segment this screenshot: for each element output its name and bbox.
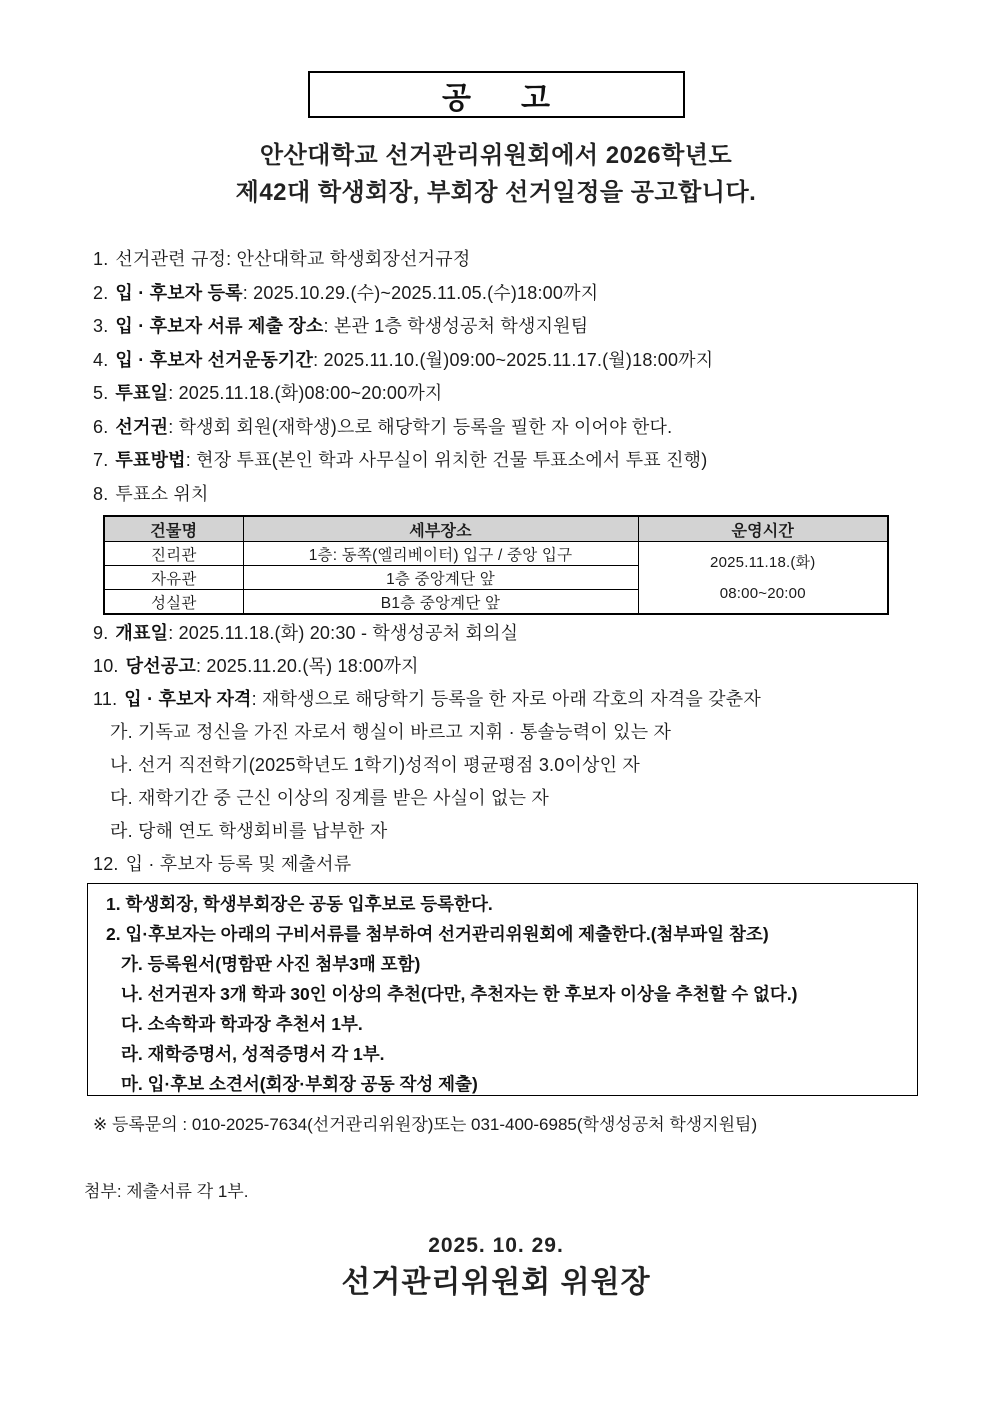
schedule-item-11: 11. 입 · 후보자 자격: 재학생으로 해당학기 등록을 한 자로 아래 각호의 자격을 갖춘자 — [93, 689, 761, 709]
footer-date: 2025. 10. 29. — [428, 1234, 564, 1257]
schedule-item-9: 9. 개표일: 2025.11.18.(화) 20:30 - 학생성공처 회의실 — [93, 623, 519, 643]
building-cell: 진리관 — [104, 542, 243, 566]
qualification-item-ra: 라. 당해 연도 학생회비를 납부한 자 — [110, 821, 388, 841]
schedule-item-8: 8. 투표소 위치 — [93, 483, 209, 504]
schedule-item-3: 3. 입 · 후보자 서류 제출 장소: 본관 1층 학생성공처 학생지원팀 — [93, 316, 589, 336]
schedule-item-10: 10. 당선공고: 2025.11.20.(목) 18:00까지 — [93, 656, 419, 676]
schedule-item-4: 4. 입 · 후보자 선거운동기간: 2025.11.10.(월)09:00~2025.11.17.(월)18:00까지 — [93, 349, 714, 370]
place-cell: B1층 중앙계단 앞 — [243, 590, 638, 615]
polling-location-table — [103, 515, 889, 615]
polling-table-wrap — [103, 515, 992, 615]
schedule-item-2: 2. 입 · 후보자 등록: 2025.10.29.(수)~2025.11.05.(수)18:00까지 — [93, 282, 599, 303]
polling-table-header-row — [104, 516, 888, 542]
hours-time: 08:00~20:00 — [719, 584, 806, 602]
qualification-item-ga: 가. 기독교 정신을 가진 자로서 행실이 바르고 지휘 · 통솔능력이 있는 자 — [110, 722, 672, 742]
schedule-item-1: 1. 선거관련 규정: 안산대학교 학생회장선거규정 — [93, 249, 471, 269]
col-header-hours: 운영시간 — [638, 516, 888, 542]
schedule-item-7: 7. 투표방법: 현장 투표(본인 학과 사무실이 위치한 건물 투표소에서 투표 진행) — [93, 450, 708, 470]
schedule-item-12: 12. 입 · 후보자 등록 및 제출서류 — [93, 854, 352, 874]
qualification-item-da: 다. 재학기간 중 근신 이상의 징계를 받은 사실이 없는 자 — [110, 788, 549, 808]
building-cell: 성실관 — [104, 590, 243, 615]
submission-line-da: 다. 소속학과 학과장 추천서 1부. — [121, 1014, 363, 1034]
building-cell: 자유관 — [104, 566, 243, 590]
place-cell: 1층: 동쪽(엘리베이터) 입구 / 중앙 입구 — [243, 542, 638, 566]
notice-subtitle-line2: 제42대 학생회장, 부회장 선거일정을 공고합니다. — [235, 179, 757, 206]
notice-subtitle-line1: 안산대학교 선거관리위원회에서 2026학년도 — [259, 142, 733, 169]
submission-line-ma: 마. 입·후보 소견서(회장·부회장 공동 작성 제출) — [121, 1074, 478, 1094]
notice-subtitle — [0, 137, 992, 211]
notice-title: 공 고 — [442, 81, 550, 115]
contact-note: ※ 등록문의 : 010-2025-7634(선거관리위원장)또는 031-400-6985(학생성공처 학생지원팀) — [93, 1115, 758, 1134]
result-list — [93, 617, 992, 881]
submission-line-1: 1. 학생회장, 학생부회장은 공동 입후보로 등록한다. — [106, 894, 493, 914]
submission-requirements-box — [87, 883, 918, 1096]
submission-line-2: 2. 입·후보자는 아래의 구비서류를 첨부하여 선거관리위원회에 제출한다.(첨부파일 참조) — [106, 924, 769, 944]
hours-cell — [638, 542, 888, 615]
footer-issuer: 선거관리위원회 위원장 — [341, 1266, 651, 1299]
submission-line-ga: 가. 등록원서(명함판 사진 첨부3매 포함) — [121, 954, 421, 974]
attachment-note: 첨부: 제출서류 각 1부. — [84, 1182, 249, 1201]
schedule-item-6: 6. 선거권: 학생회 회원(재학생)으로 해당학기 등록을 필한 자 이어야 한다. — [93, 416, 673, 437]
schedule-list — [93, 243, 992, 615]
place-cell: 1층 중앙계단 앞 — [243, 566, 638, 590]
submission-line-ra: 라. 재학증명서, 성적증명서 각 1부. — [121, 1044, 385, 1064]
schedule-item-5: 5. 투표일: 2025.11.18.(화)08:00~20:00까지 — [93, 383, 443, 403]
table-row-jinri — [104, 542, 888, 566]
col-header-building: 건물명 — [104, 516, 243, 542]
col-header-place: 세부장소 — [243, 516, 638, 542]
submission-line-na: 나. 선거권자 3개 학과 30인 이상의 추천(다만, 추천자는 한 후보자 이상을 추천할 수 없다.) — [121, 984, 798, 1004]
hours-date: 2025.11.18.(화) — [710, 553, 816, 571]
notice-title-box — [308, 71, 685, 118]
qualification-item-na: 나. 선거 직전학기(2025학년도 1학기)성적이 평균평점 3.0이상인 자 — [110, 755, 640, 775]
